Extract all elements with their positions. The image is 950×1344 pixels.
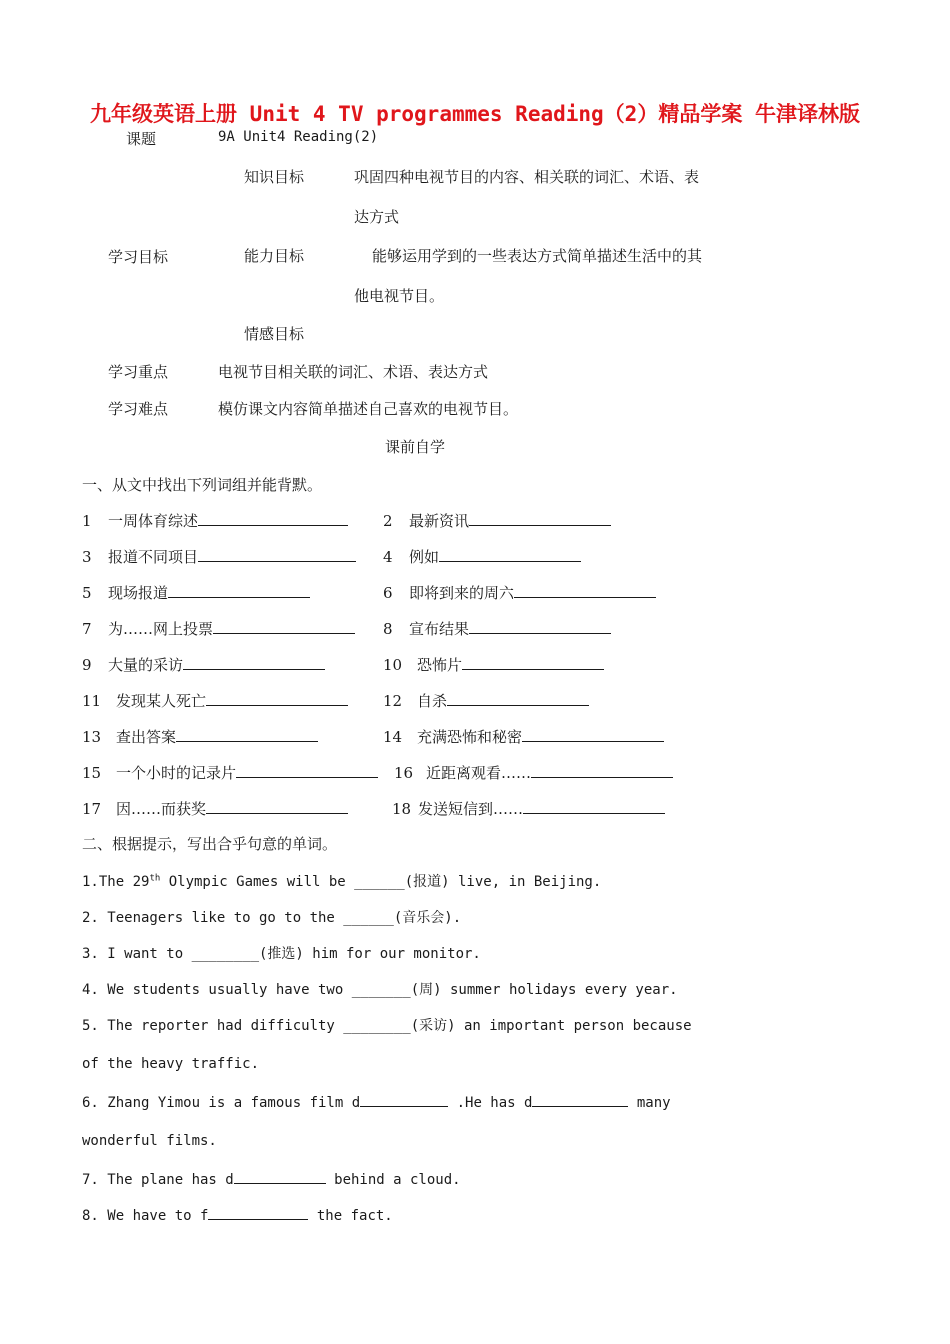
topic-label: 课题 [126,130,157,148]
focus-value: 电视节目相关联的词汇、术语、表达方式 [218,363,489,381]
answer-blank[interactable] [523,799,665,814]
question-4: 4. We students usually have two _______(周) summer holidays every year. [82,982,678,998]
answer-blank[interactable] [198,547,356,562]
phrase-item: 14 充满恐怖和秘密 [383,726,664,747]
answer-blank[interactable] [183,655,325,670]
question-1: 1.The 29th Olympic Games will be ______(报道) live, in Beijing. [82,873,602,890]
answer-blank[interactable] [236,763,378,778]
answer-blank[interactable] [532,1092,628,1107]
phrase-item: 17 因……而获奖 [82,798,348,819]
answer-blank[interactable] [469,511,611,526]
answer-blank[interactable] [234,1169,326,1184]
ability-goal-line1: 能够运用学到的一些表达方式简单描述生活中的其 [372,247,703,265]
answer-blank[interactable] [198,511,348,526]
page-title: 九年级英语上册 Unit 4 TV programmes Reading（2）精品学案 牛津译林版 [90,102,860,126]
phrase-item: 2 最新资讯 [383,510,611,531]
phrase-item: 1 一周体育综述 [82,510,348,531]
phrase-item: 18 发送短信到…… [392,798,665,819]
answer-blank[interactable] [168,583,310,598]
phrase-item: 11 发现某人死亡 [82,690,348,711]
answer-blank[interactable] [531,763,673,778]
goals-label: 学习目标 [108,248,169,266]
answer-blank[interactable] [176,727,318,742]
answer-blank[interactable] [514,583,656,598]
question-3: 3. I want to ________(推选) him for our monitor. [82,946,481,962]
question-6-line1: 6. Zhang Yimou is a famous film d .He has d many [82,1092,671,1111]
answer-blank[interactable] [447,691,589,706]
answer-blank[interactable] [360,1092,448,1107]
ability-goal-line2: 他电视节目。 [354,287,445,305]
knowledge-goal-line2: 达方式 [354,208,400,226]
phrase-item: 3 报道不同项目 [82,546,356,567]
question-8: 8. We have to f the fact. [82,1205,393,1224]
phrase-item: 16 近距离观看…… [394,762,673,783]
knowledge-goal-label: 知识目标 [244,168,305,186]
answer-blank[interactable] [208,1205,308,1220]
question-2: 2. Teenagers like to go to the ______(音乐会). [82,910,462,926]
answer-blank[interactable] [213,619,355,634]
phrase-item: 7 为……网上投票 [82,618,355,639]
focus-label: 学习重点 [108,363,169,381]
emotion-goal-label: 情感目标 [244,325,305,343]
question-5-line2: of the heavy traffic. [82,1056,260,1072]
answer-blank[interactable] [462,655,604,670]
part1-heading: 一、从文中找出下列词组并能背默。 [82,476,323,494]
phrase-item: 5 现场报道 [82,582,310,603]
phrase-item: 6 即将到来的周六 [383,582,656,603]
knowledge-goal-line1: 巩固四种电视节目的内容、相关联的词汇、术语、表 [354,168,700,186]
phrase-item: 8 宣布结果 [383,618,611,639]
answer-blank[interactable] [522,727,664,742]
part2-heading: 二、根据提示，写出合乎句意的单词。 [82,835,338,853]
ability-goal-label: 能力目标 [244,247,305,265]
difficulty-value: 模仿课文内容简单描述自己喜欢的电视节目。 [218,400,519,418]
question-6-line2: wonderful films. [82,1133,217,1149]
phrase-item: 13 查出答案 [82,726,318,747]
difficulty-label: 学习难点 [108,400,169,418]
phrase-item: 10 恐怖片 [383,654,604,675]
answer-blank[interactable] [206,799,348,814]
section-title: 课前自学 [385,438,446,456]
answer-blank[interactable] [469,619,611,634]
question-5-line1: 5. The reporter had difficulty ________(采访) an important person because [82,1018,692,1034]
phrase-item: 15 一个小时的记录片 [82,762,378,783]
answer-blank[interactable] [206,691,348,706]
phrase-item: 12 自杀 [383,690,589,711]
answer-blank[interactable] [439,547,581,562]
phrase-item: 4 例如 [383,546,581,567]
phrase-item: 9 大量的采访 [82,654,325,675]
question-7: 7. The plane has d behind a cloud. [82,1169,461,1188]
topic-value: 9A Unit4 Reading(2) [218,129,379,145]
